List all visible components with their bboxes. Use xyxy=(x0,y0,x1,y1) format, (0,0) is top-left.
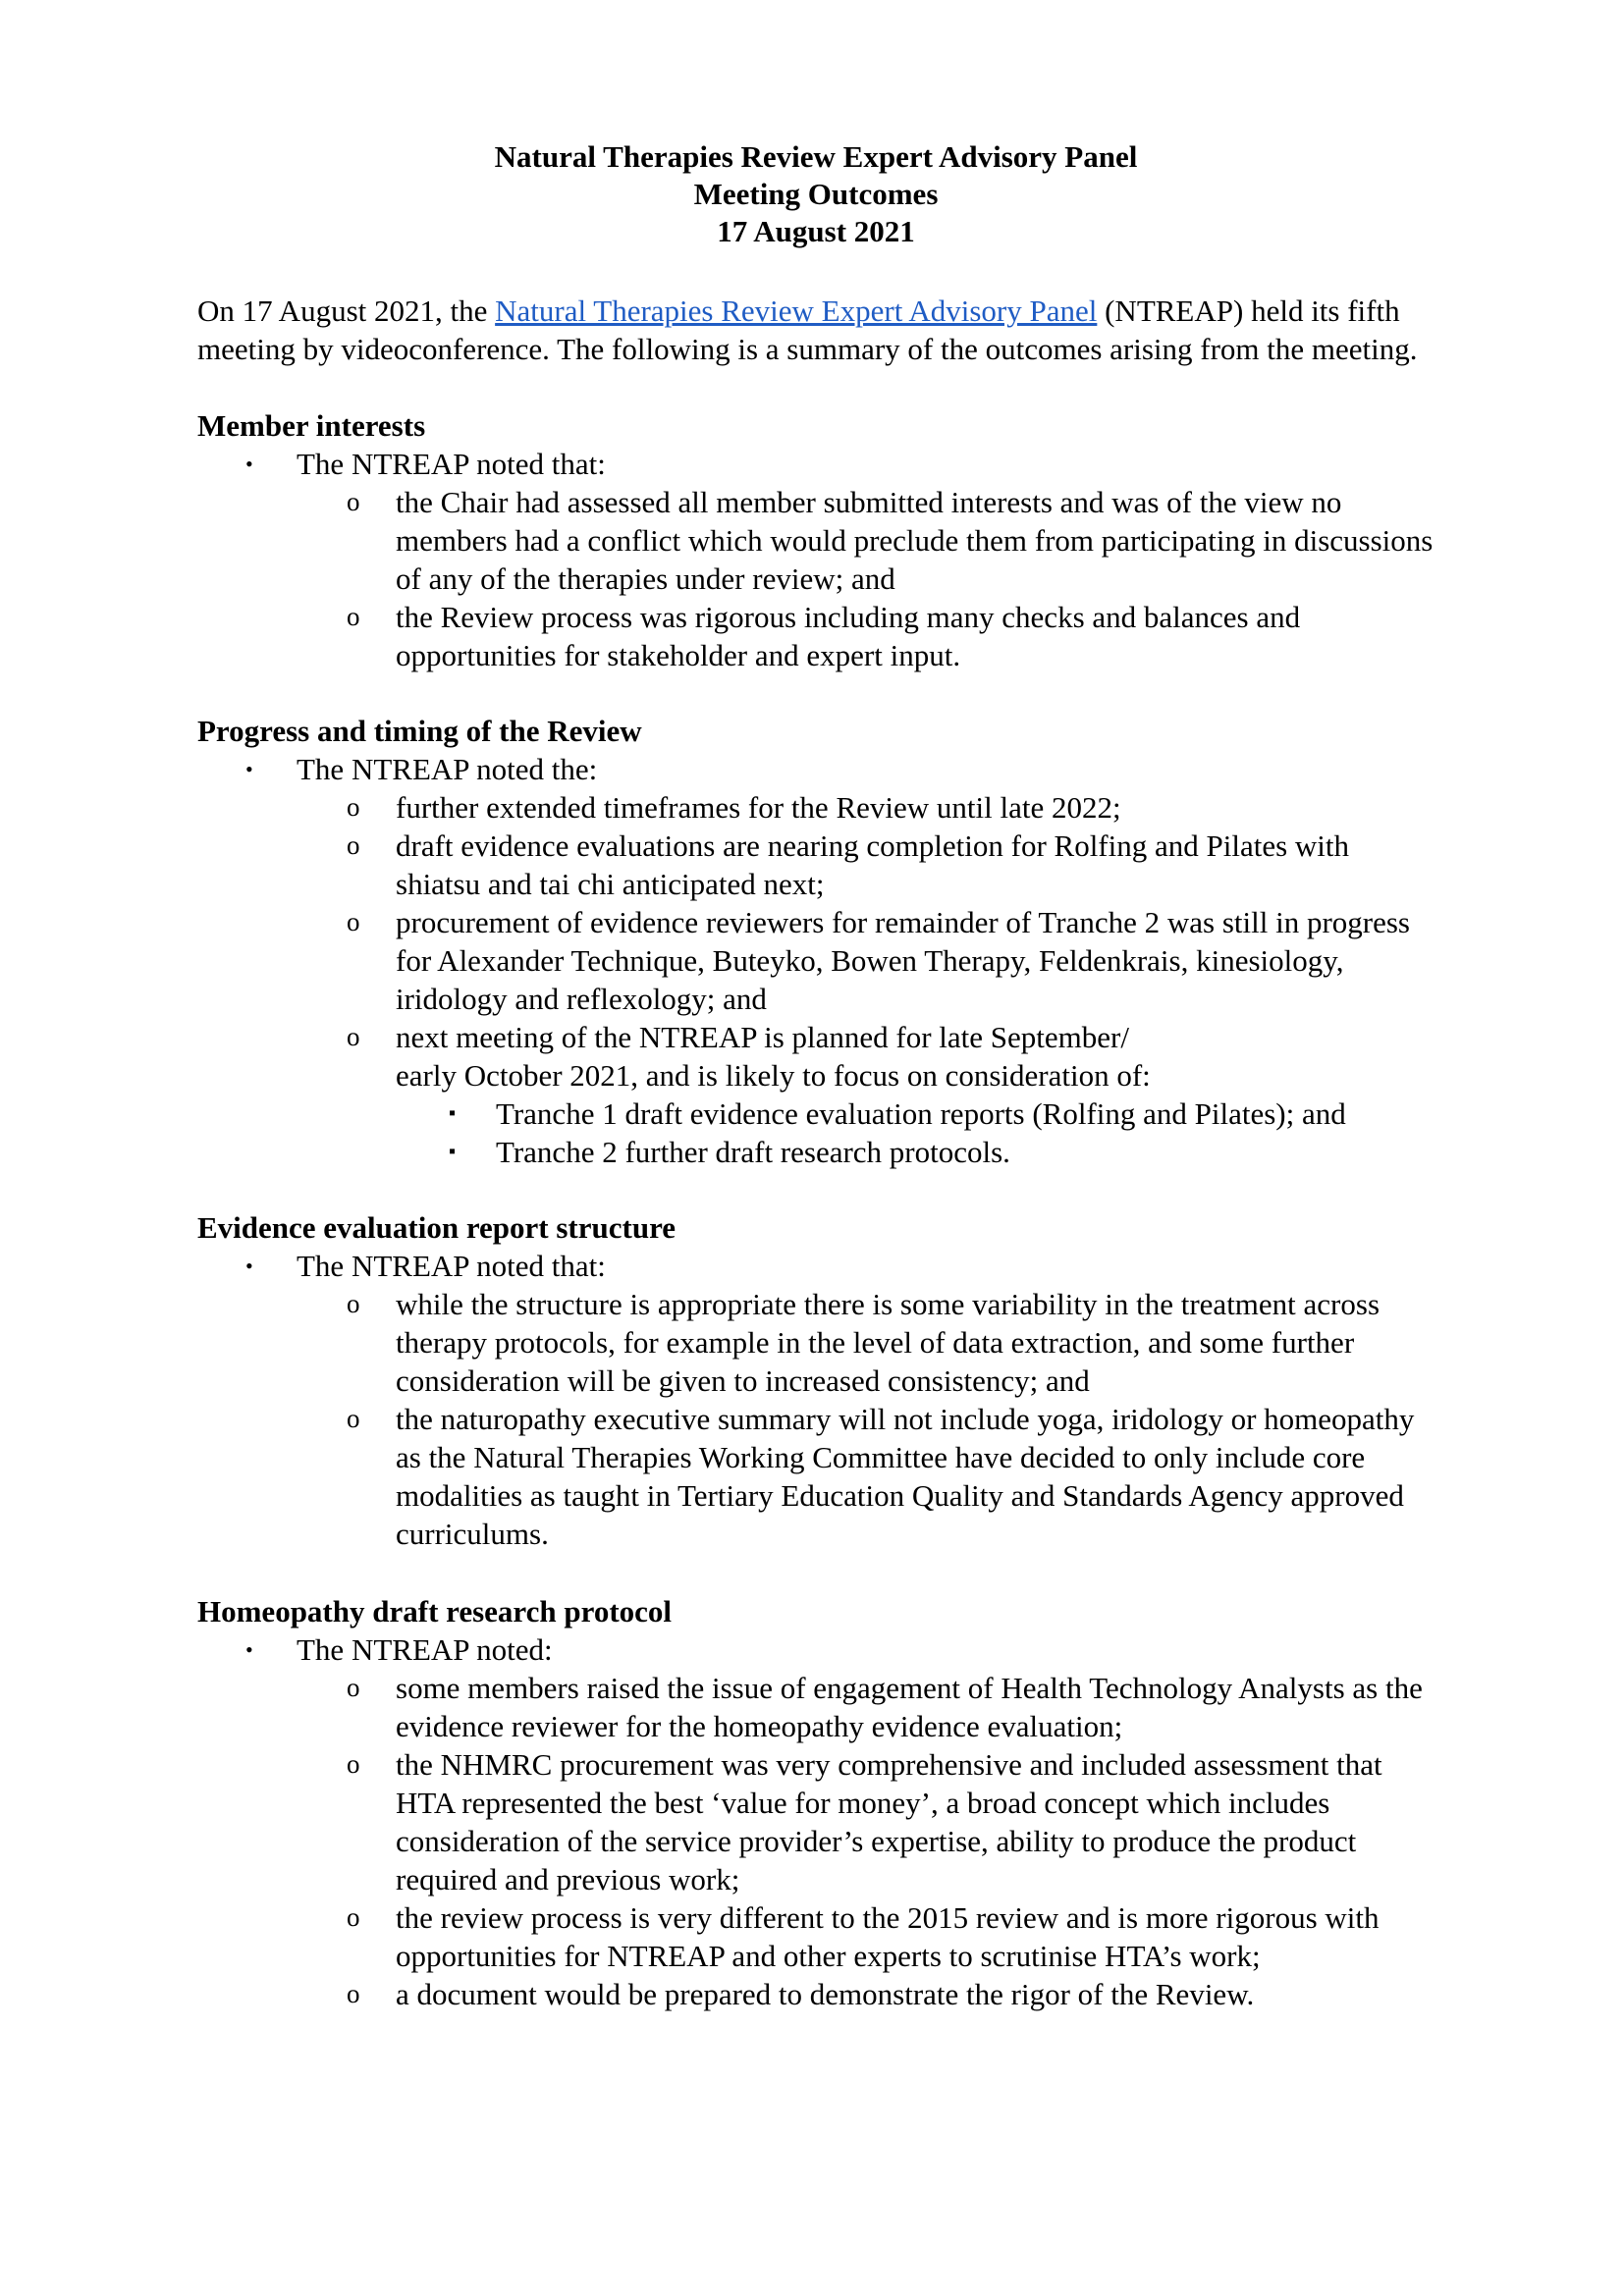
square-bullet-icon: ▪ xyxy=(449,1141,457,1162)
list-lead: The NTREAP noted that: xyxy=(297,447,606,481)
member-interests-list xyxy=(197,445,1435,674)
sub-sub-list-item xyxy=(396,1095,1435,1133)
sub-sub-list-item xyxy=(396,1133,1435,1171)
circle-bullet-icon: o xyxy=(347,1749,360,1779)
sub-list-item xyxy=(297,903,1435,1018)
sub-list xyxy=(297,788,1435,1171)
document-page xyxy=(197,138,1435,2013)
sub-list-item xyxy=(297,483,1435,598)
circle-bullet-icon: o xyxy=(347,1022,360,1051)
circle-bullet-icon: o xyxy=(347,792,360,822)
circle-bullet-icon: o xyxy=(347,1902,360,1932)
item-text: the Chair had assessed all member submitted interests and was of the view no members had a conflict which would preclude them from participating in discussions of any of the therapies under review; and xyxy=(396,485,1434,596)
homeopathy-list xyxy=(197,1630,1435,2013)
sub-list xyxy=(297,483,1435,674)
sub-sub-list xyxy=(396,1095,1435,1171)
structure-list xyxy=(197,1247,1435,1553)
item-text: early October 2021, and is likely to focus on consideration of: xyxy=(396,1058,1151,1093)
item-text: procurement of evidence reviewers for remainder of Tranche 2 was still in progress for Alexander Technique, Buteyko, Bowen Therapy, Feldenkrais, kinesiology, iridology and reflexology; and xyxy=(396,905,1410,1016)
bullet-icon: • xyxy=(245,757,253,781)
item-text: a document would be prepared to demonstrate the rigor of the Review. xyxy=(396,1977,1255,2011)
list-item xyxy=(197,445,1435,674)
square-bullet-icon: ▪ xyxy=(449,1102,457,1124)
sub-list-item xyxy=(297,598,1435,674)
item-text: next meeting of the NTREAP is planned for late September/ xyxy=(396,1020,1129,1054)
sub-list-item xyxy=(297,1898,1435,1975)
item-text: further extended timeframes for the Review until late 2022; xyxy=(396,790,1121,825)
intro-text-after: (NTREAP) held its fifth meeting by videoconference. The following is a summary of the outcomes arising from the meeting. xyxy=(197,294,1418,366)
circle-bullet-icon: o xyxy=(347,487,360,516)
heading-progress: Progress and timing of the Review xyxy=(197,714,642,748)
sub-list xyxy=(297,1285,1435,1553)
list-lead: The NTREAP noted that: xyxy=(297,1249,606,1283)
list-lead: The NTREAP noted: xyxy=(297,1632,553,1667)
bullet-icon: • xyxy=(245,452,253,476)
sub-list-item xyxy=(297,788,1435,827)
bullet-icon: • xyxy=(245,1254,253,1278)
circle-bullet-icon: o xyxy=(347,1979,360,2008)
intro-paragraph xyxy=(197,292,1435,368)
list-lead: The NTREAP noted the: xyxy=(297,752,598,786)
circle-bullet-icon: o xyxy=(347,602,360,631)
sub-list-item xyxy=(297,1018,1435,1171)
sub-list-item xyxy=(297,1400,1435,1553)
intro-text-before: On 17 August 2021, the xyxy=(197,294,496,328)
title-line-2: Meeting Outcomes xyxy=(693,177,939,211)
circle-bullet-icon: o xyxy=(347,907,360,936)
heading-report-structure: Evidence evaluation report structure xyxy=(197,1210,677,1245)
circle-bullet-icon: o xyxy=(347,1404,360,1433)
progress-list xyxy=(197,750,1435,1171)
sub-list-item xyxy=(297,1975,1435,2013)
item-text: the naturopathy executive summary will not include yoga, iridology or homeopathy as the Natural Therapies Working Committee have decided to only include core modalities as taught in Tertiary Education Quality and Standards Agency approved curriculums. xyxy=(396,1402,1415,1551)
sub-list-item xyxy=(297,827,1435,903)
circle-bullet-icon: o xyxy=(347,1289,360,1318)
list-item xyxy=(197,1630,1435,2013)
ntreap-link[interactable]: Natural Therapies Review Expert Advisory Panel xyxy=(495,294,1098,328)
sub-list-item xyxy=(297,1669,1435,1745)
title-line-3: 17 August 2021 xyxy=(717,214,915,248)
heading-homeopathy: Homeopathy draft research protocol xyxy=(197,1594,673,1629)
circle-bullet-icon: o xyxy=(347,1673,360,1702)
item-text: the review process is very different to the 2015 review and is more rigorous with opportunities for NTREAP and other experts to scrutinise HTA’s work; xyxy=(396,1900,1380,1973)
item-text: Tranche 2 further draft research protocols. xyxy=(496,1135,1010,1169)
list-item xyxy=(197,750,1435,1171)
sub-list xyxy=(297,1669,1435,2013)
item-text: the Review process was rigorous including many checks and balances and opportunities for stakeholder and expert input. xyxy=(396,600,1301,672)
item-text: some members raised the issue of engagement of Health Technology Analysts as the evidence reviewer for the homeopathy evidence evaluation; xyxy=(396,1671,1423,1743)
circle-bullet-icon: o xyxy=(347,830,360,860)
item-text: Tranche 1 draft evidence evaluation reports (Rolfing and Pilates); and xyxy=(496,1096,1346,1131)
item-text: draft evidence evaluations are nearing completion for Rolfing and Pilates with shiatsu and tai chi anticipated next; xyxy=(396,828,1350,901)
sub-list-item xyxy=(297,1285,1435,1400)
document-title xyxy=(197,138,1435,250)
list-item xyxy=(197,1247,1435,1553)
item-text: the NHMRC procurement was very comprehensive and included assessment that HTA represented the best ‘value for money’, a broad concept which includes consideration of the service provider’s expertise, ability to produce the product required and previous work; xyxy=(396,1747,1382,1896)
sub-list-item xyxy=(297,1745,1435,1898)
bullet-icon: • xyxy=(245,1637,253,1662)
item-text: while the structure is appropriate there is some variability in the treatment across therapy protocols, for example in the level of data extraction, and some further consideration will be given to increased consistency; and xyxy=(396,1287,1380,1398)
title-line-1: Natural Therapies Review Expert Advisory Panel xyxy=(494,139,1138,174)
heading-member-interests: Member interests xyxy=(197,408,426,443)
